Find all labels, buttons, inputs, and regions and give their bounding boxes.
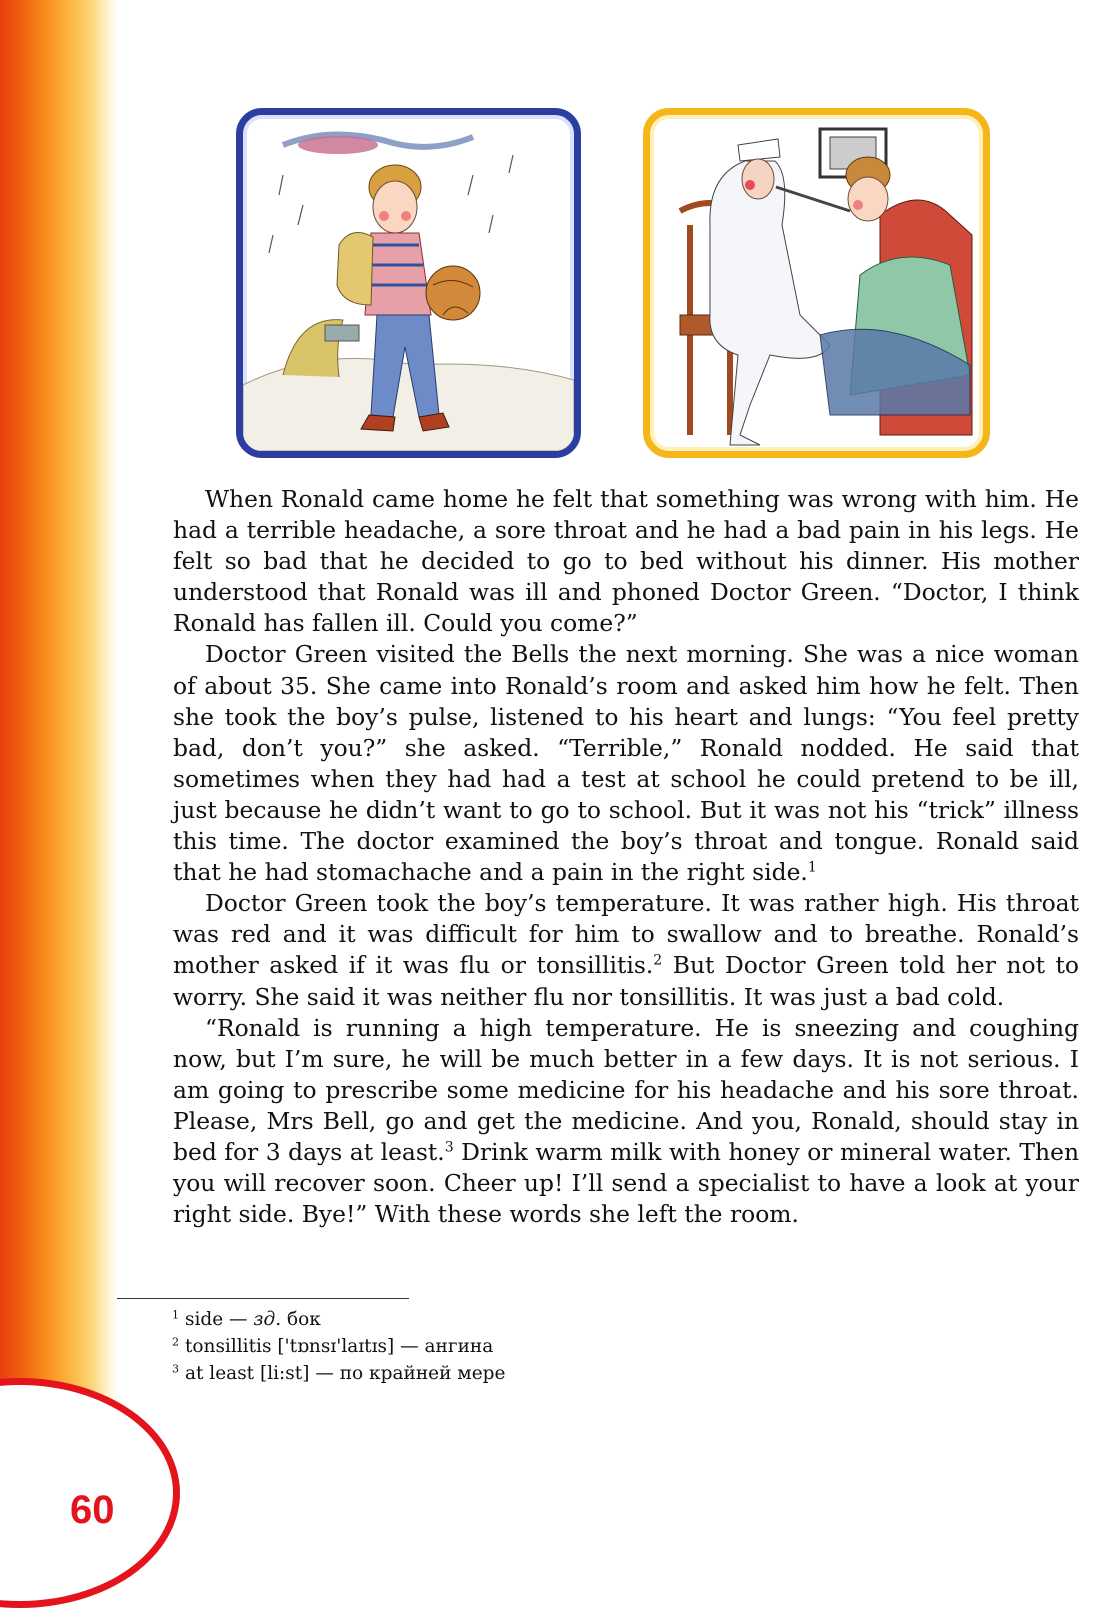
footnote-term: side — [184, 1309, 224, 1330]
decorative-side-band — [0, 0, 118, 1512]
footnote-translation: бок — [281, 1309, 321, 1330]
page-number: 60 — [70, 1488, 115, 1532]
footnote-marker: 2 — [653, 952, 663, 969]
footnote-dash: — — [394, 1336, 425, 1357]
paragraph-text: Doctor Green took the boy’s temperature. It was rather high. His throat was red and it was difficult for him to swallow and to breathe. Ronald’s mother asked if it was flu or tonsillitis. — [173, 889, 1079, 980]
footnote-item — [172, 1306, 692, 1333]
paragraph — [173, 484, 1079, 639]
illustration-boy-walking — [236, 108, 581, 458]
paragraph-text: “Ronald is running a high temperature. He is sneezing and coughing now, but I’m sure, he will be much better in a few days. It is not serious. I am going to prescribe some medicine for his headache and his sore throat. Please, Mrs Bell, go and get the medicine. And you, Ronald, should stay in bed for 3 days at least. — [173, 1013, 1079, 1166]
paragraph — [173, 888, 1079, 1012]
footnote-dash: — — [309, 1363, 340, 1384]
footnote-term: tonsillitis ['tɒnsɪ'laɪtɪs] — [184, 1336, 395, 1357]
footnote-number: 3 — [172, 1362, 180, 1376]
story-text — [173, 484, 1079, 1230]
boy-walking-drawing — [243, 115, 574, 451]
footnote-number: 1 — [172, 1308, 180, 1322]
footnote-divider — [117, 1298, 409, 1299]
footnote-dash: — — [223, 1309, 254, 1330]
paragraph — [173, 639, 1079, 888]
footnote-translation: по крайней мере — [339, 1363, 506, 1384]
paragraph-text: When Ronald came home he felt that something was wrong with him. He had a terrible headache, a sore throat and he had a bad pain in his legs. He felt so bad that he decided to go to bed without his dinner. His mother understood that Ronald was ill and phoned Doctor Green. “Doctor, I think Ronald has fallen ill. Could you come?” — [173, 485, 1079, 638]
paragraph-text: Doctor Green visited the Bells the next morning. She was a nice woman of about 35. She came into Ronald’s room and asked him how he felt. Then she took the boy’s pulse, listened to his heart and lungs: “You feel pretty bad, don’t you?” she asked. “Terrible,” Ronald nodded. He said that sometimes when they had had a test at school he could pretend to be ill, just because he didn’t want to go to school. But it was not his “trick” illness this time. The doctor examined the boy’s throat and tongue. Ronald said that he had stomachache and a pain in the right side. — [173, 640, 1079, 887]
illustration-doctor-visit — [643, 108, 990, 458]
footnote-abbreviation: зд. — [253, 1309, 282, 1330]
footnote-item — [172, 1333, 692, 1360]
paragraph-text-continued: But Doctor Green told her not to worry. She said it was neither flu nor tonsillitis. It was just a bad cold. — [173, 951, 1080, 1011]
paragraph — [173, 1013, 1079, 1231]
footnote-item — [172, 1360, 692, 1387]
doctor-visit-drawing — [650, 115, 983, 451]
footnote-number: 2 — [172, 1335, 180, 1349]
footnote-marker: 3 — [444, 1139, 454, 1156]
paragraph-text-continued: Drink warm milk with honey or mineral water. Then you will recover soon. Cheer up! I’ll send a specialist to have a look at your right side. Bye!” With these words she left the room. — [173, 1137, 1080, 1229]
footnote-translation: ангина — [424, 1336, 494, 1357]
footnote-marker: 1 — [807, 859, 817, 876]
footnote-term: at least [li:st] — [184, 1363, 310, 1384]
footnotes — [172, 1306, 692, 1387]
